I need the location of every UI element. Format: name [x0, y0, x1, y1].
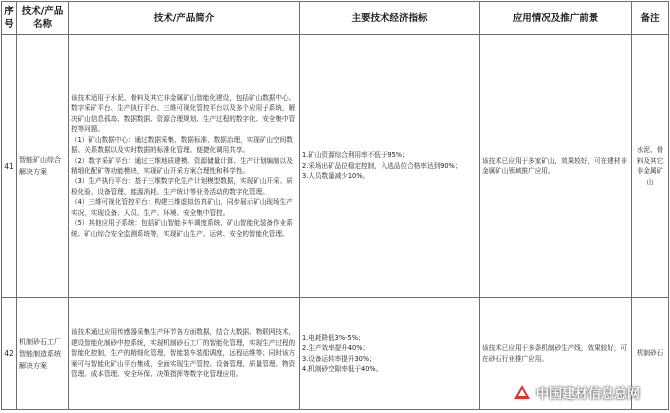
header-tech-name: 技术/产品名称	[17, 2, 69, 35]
header-remark: 备注	[632, 2, 669, 35]
intro-paragraph: （4）三维可视化管控平台：构建三维虚拟仿真矿山，同步展示矿山现场生产实况，实现设备、人员、生产、环境、安全集中管控。	[71, 198, 293, 217]
table-header-row	[2, 2, 669, 35]
watermark-logo-icon	[512, 383, 532, 401]
header-application: 应用情况及推广前景	[480, 2, 632, 35]
tech-application: 该技术已应用于多家矿山，效果较好，可在建材非金属矿山领域推广应用。	[480, 35, 632, 298]
indicator-item: 1.电耗降低3%-5%；	[302, 333, 365, 342]
watermark-text: 中国建材信息总网	[536, 386, 641, 402]
intro-paragraph: （3）生产执行平台：基于三维数字化生产计划模型数据，实现矿山开采、质检化验、设备管理、能源消耗、生产统计等业务活动的数字化管理。	[71, 177, 293, 196]
intro-paragraph: 该技术适用于水泥、骨料及其它非金属矿山智能化建设，包括矿山数据中心、数字采矿平台、生产执行平台、三维可视化管控平台以及多个应用子系统，解决矿山信息孤岛、数据数据、资源合理规划、生产过程的数字化、安全集中管控等问题。	[71, 93, 296, 134]
intro-paragraph: （1）矿山数据中心：通过数据采集、数据标准、数据治理，实现矿山空间数据、关系数据以及实时数据的标准化管理、便捷化调用共享。	[71, 135, 293, 155]
indicator-item: 3.设备运转率提升30%；	[302, 354, 376, 363]
tech-application: 该技术已应用于多条机制砂生产线，效果较好，可在砂石行业推广应用。	[480, 298, 632, 410]
indicator-item: 2.生产效率提升40%；	[302, 344, 370, 352]
tech-remark: 水泥、骨料及其它非金属矿山	[632, 35, 669, 298]
tech-indicators	[300, 35, 480, 298]
tech-remark: 机制砂石	[632, 298, 669, 410]
tech-indicators	[300, 298, 480, 410]
indicator-item: 3.人员数量减少10%。	[302, 172, 370, 181]
table-row	[2, 35, 669, 298]
indicator-item: 2.采场出矿品位稳定控制，入选品位合格率达到90%；	[302, 161, 462, 170]
intro-paragraph: （2）数字采矿平台：通过三维地质建模、资源储量计算、生产计划编制以及精细化配矿等功能模块，实现矿山开采方案合理性和科学性。	[71, 156, 293, 175]
technology-catalog-table	[1, 1, 669, 410]
tech-name: 智能矿山综合解决方案	[17, 35, 69, 298]
row-number: 42	[2, 298, 17, 410]
watermark	[512, 380, 640, 404]
intro-paragraph: （5）其他应用子系统：包括矿山智能卡车调度系统、矿山智能化装备作业系统、矿山综合安全监测系统等，实现矿山生产、运营、安全的智能化管理。	[71, 219, 293, 238]
tech-name: 机制砂石工厂智能制造系统解决方案	[17, 298, 69, 410]
header-tech-intro: 技术/产品简介	[69, 2, 300, 35]
indicator-item: 4.机制砂空隙率低于40%。	[302, 365, 383, 373]
tech-intro	[69, 298, 300, 410]
header-serial-number: 序号	[2, 2, 17, 35]
tech-intro	[69, 35, 300, 298]
header-main-indicators: 主要技术经济指标	[300, 2, 480, 35]
row-number: 41	[2, 35, 17, 298]
intro-paragraph: 该技术通过应用传感器采集生产环节各方面数据，结合大数据、物联网技术，建设智能化制砂中控系统，实现机制砂石工厂的智能化管理，实现生产过程的智能化控制，生产的精细化管理，智能装车装船调度，远程运维等；同时该方案可与智能化矿山平台集成，全面实现生产管控、设备管理、质量管理、物资管理、成本管理、安全环保、决策指挥等数字化管理应用。	[71, 328, 296, 379]
indicator-item: 1.矿山资源综合利用率不低于95%；	[302, 151, 409, 160]
